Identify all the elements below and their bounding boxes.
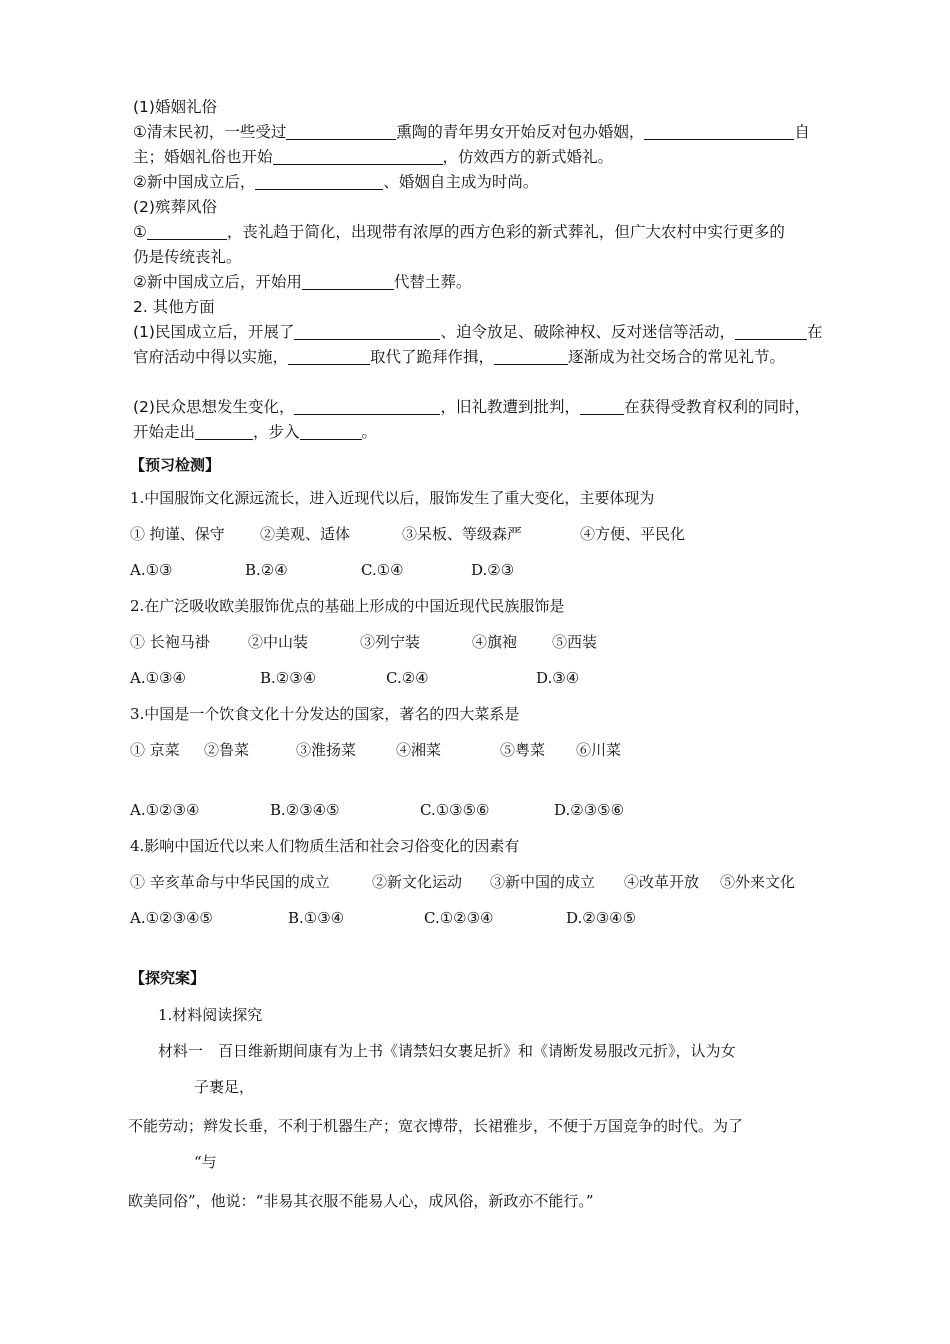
text-line: ① ，丧礼趋于简化，出现带有浓厚的西方色彩的新式葬礼，但广大农村中实行更多的	[133, 223, 785, 241]
fill-blank[interactable]	[288, 348, 370, 365]
preview-heading: 【预习检测】	[130, 456, 221, 474]
text-line: ①清末民初，一些受过 熏陶的青年男女开始反对包办婚姻， 自	[133, 123, 810, 141]
item: ③呆板、等级森严	[402, 525, 523, 543]
question-stem: 4.影响中国近代以来人们物质生活和社会习俗变化的因素有	[130, 837, 520, 855]
choice-a[interactable]: A.①②③④⑤	[130, 909, 213, 927]
fill-blank[interactable]	[644, 123, 794, 140]
material-text: 材料一 百日维新期间康有为上书《请禁妇女裹足折》和《请断发易服改元折》，认为女	[158, 1042, 736, 1060]
fill-blank[interactable]	[302, 273, 394, 290]
item: ⑤粤菜	[500, 741, 546, 759]
item: ②中山装	[248, 633, 309, 651]
heading-funeral: (2)殡葬风俗	[133, 198, 217, 216]
question-items	[130, 740, 621, 760]
choice-d[interactable]: D.②③⑤⑥	[554, 801, 625, 819]
explore-heading: 【探究案】	[130, 969, 206, 987]
item: ④改革开放	[624, 873, 700, 891]
fill-blank[interactable]	[286, 123, 396, 140]
item: ③新中国的成立	[490, 873, 596, 891]
answer-choices	[130, 800, 624, 820]
material-text: 不能劳动；辫发长垂，不利于机器生产；宽衣博带，长裙雅步，不便于万国竞争的时代。为了	[128, 1117, 744, 1135]
fill-blank[interactable]	[273, 148, 443, 165]
item: ③淮扬菜	[296, 741, 357, 759]
item: ③列宁装	[360, 633, 421, 651]
text-line: 官府活动中得以实施， 取代了跪拜作揖， 逐渐成为社交场合的常见礼节。	[133, 348, 786, 366]
fill-blank[interactable]	[255, 173, 383, 190]
question-items	[130, 524, 685, 544]
answer-choices	[130, 908, 636, 928]
choice-c[interactable]: C.①②③④	[424, 909, 494, 927]
question-items	[130, 872, 795, 892]
fill-blank[interactable]	[735, 323, 807, 340]
material-text: 欧美同俗”，他说：“非易其衣服不能易人心，成风俗，新政亦不能行。”	[128, 1192, 594, 1210]
choice-d[interactable]: D.②③	[471, 561, 515, 579]
question-stem: 1.中国服饰文化源远流长，进入近现代以后，服饰发生了重大变化，主要体现为	[130, 489, 655, 507]
choice-b[interactable]: B.②③④⑤	[270, 801, 340, 819]
item: ②美观、适体	[260, 525, 351, 543]
choice-a[interactable]: A.①③	[130, 561, 173, 579]
question-stem: 3.中国是一个饮食文化十分发达的国家，著名的四大菜系是	[130, 705, 520, 723]
item: ⑤外来文化	[720, 873, 796, 891]
choice-b[interactable]: B.②④	[245, 561, 288, 579]
answer-choices	[130, 668, 579, 688]
fill-blank[interactable]	[147, 223, 227, 240]
choice-c[interactable]: C.①③⑤⑥	[420, 801, 490, 819]
heading-other: 2. 其他方面	[133, 298, 215, 316]
heading-marriage: (1)婚姻礼俗	[133, 98, 217, 116]
item: ④方便、平民化	[580, 525, 686, 543]
question-items	[130, 632, 597, 652]
choice-c[interactable]: C.②④	[386, 669, 429, 687]
item: ④旗袍	[472, 633, 518, 651]
choice-d[interactable]: D.③④	[536, 669, 580, 687]
material-text: 子裹足，	[194, 1078, 255, 1096]
material-text: “与	[194, 1153, 217, 1171]
text-line: ②新中国成立后，开始用 代替土葬。	[133, 273, 472, 291]
text-line: 仍是传统丧礼。	[133, 248, 242, 266]
question-stem: 2.在广泛吸收欧美服饰优点的基础上形成的中国近现代民族服饰是	[130, 597, 565, 615]
item: ②鲁菜	[204, 741, 250, 759]
item: ④湘菜	[396, 741, 442, 759]
text-line: 主；婚姻礼俗也开始 ，仿效西方的新式婚礼。	[133, 148, 614, 166]
item: ① 拘谨、保守	[130, 525, 225, 543]
item: ① 辛亥革命与中华民国的成立	[130, 873, 330, 891]
text-line: (1)民国成立后，开展了 、迫令放足、破除神权、反对迷信等活动， 在	[133, 323, 823, 341]
fill-blank[interactable]	[494, 348, 568, 365]
text-line: (2)民众思想发生变化， ，旧礼教遭到批判， 在获得受教育权利的同时，	[133, 398, 810, 416]
item: ②新文化运动	[372, 873, 463, 891]
choice-a[interactable]: A.①②③④	[130, 801, 200, 819]
fill-blank[interactable]	[294, 323, 440, 340]
fill-blank[interactable]	[580, 398, 624, 415]
item: ⑥川菜	[576, 741, 622, 759]
fill-blank[interactable]	[294, 398, 440, 415]
text-line: 开始走出 ，步入 。	[133, 423, 378, 441]
explore-subheading: 1.材料阅读探究	[158, 1006, 263, 1024]
item: ① 京菜	[130, 741, 180, 759]
fill-blank[interactable]	[195, 423, 253, 440]
choice-d[interactable]: D.②③④⑤	[566, 909, 637, 927]
text-line: ②新中国成立后， 、婚姻自主成为时尚。	[133, 173, 539, 191]
choice-a[interactable]: A.①③④	[130, 669, 186, 687]
choice-b[interactable]: B.①③④	[288, 909, 345, 927]
answer-choices	[130, 560, 514, 580]
item: ① 长袍马褂	[130, 633, 210, 651]
choice-c[interactable]: C.①④	[361, 561, 404, 579]
fill-blank[interactable]	[300, 423, 362, 440]
item: ⑤西装	[552, 633, 598, 651]
choice-b[interactable]: B.②③④	[260, 669, 317, 687]
